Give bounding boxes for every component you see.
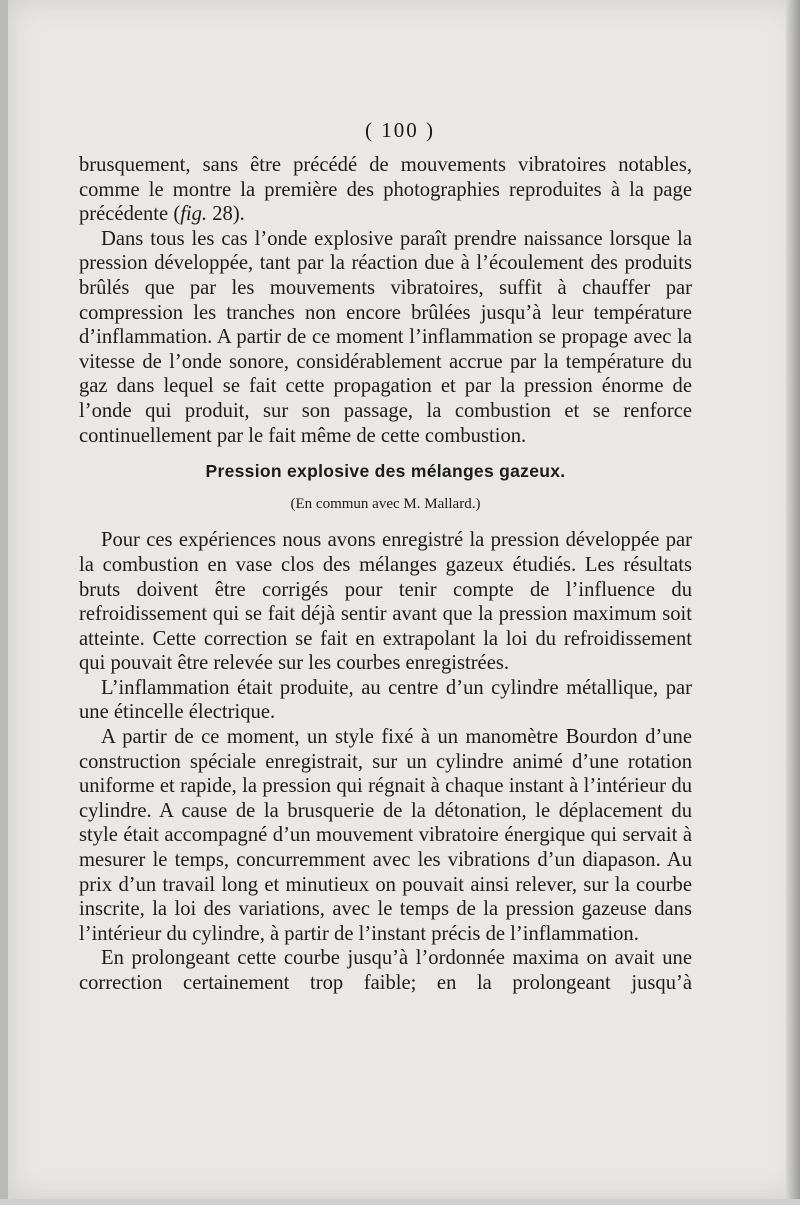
paragraph-ignition: L’inflammation était produite, au centre d’un cylindre métallique, par une étincelle électrique.	[79, 676, 692, 724]
paragraph-continuation: brusquement, sans être précédé de mouvements vibratoires notables, comme le montre la première des photographies reproduites à la page précédente (fig. 28).	[79, 154, 692, 226]
paragraph-correction: En prolongeant cette courbe jusqu’à l’ordonnée maxima on avait une correction certainement trop faible; en la prolongeant jusqu’à	[79, 947, 692, 994]
paragraph-experiments: Pour ces expériences nous avons enregistré la pression développée par la combustion en vase clos des mélanges gazeux étudiés. Les résultats bruts doivent être corrigés pour tenir compte de l’influence du refroidissement qui se fait déjà sentir avant que la pression maximum soit atteinte. Cette correction se fait en extrapolant la loi du refroidissement qui pouvait être relevée sur les courbes enregistrées.	[79, 529, 692, 675]
page-bottom-edge	[0, 1199, 800, 1205]
paragraph-manometer: A partir de ce moment, un style fixé à un manomètre Bourdon d’une construction spéciale enregistrait, sur un cylindre animé d’une rotation uniforme et rapide, la pression qui régnait à chaque instant à l’intérieur du cylindre. A cause de la brusquerie de la détonation, le déplacement du style était accompagné d’un mouvement vibratoire énergique qui servait à mesurer le temps, concurremment avec les vibrations d’un diapason. Au prix d’un travail long et minutieux on pouvait ainsi relever, sur la courbe inscrite, la loi des variations, avec le temps de la pression gazeuse dans l’intérieur du cylindre, à partir de l’instant précis de l’inflammation.	[79, 726, 692, 945]
figure-reference: fig.	[180, 203, 208, 226]
page-edge-shadow	[786, 0, 800, 1205]
body-text	[79, 153, 692, 996]
section-title: Pression explosive des mélanges gazeux.	[205, 461, 566, 482]
section-subtitle: (En commun avec M. Mallard.)	[290, 495, 481, 512]
page-number: ( 100 )	[365, 118, 435, 142]
paragraph-explosive-wave: Dans tous les cas l’onde explosive paraît prendre naissance lorsque la pression développée, tant par la réaction due à l’écoulement des produits brûlés que par les mouvements vibratoires, suffit à chauffer par compression les tranches non encore brûlées jusqu’à leur température d’inflammation. A partir de ce moment l’inflammation se propage avec la vitesse de l’onde sonore, considérablement accrue par la température du gaz dans lequel se fait cette propagation et par la pression énorme de l’onde qui produit, sur son passage, la combustion et se renforce continuellement par le fait même de cette combustion.	[79, 227, 692, 447]
